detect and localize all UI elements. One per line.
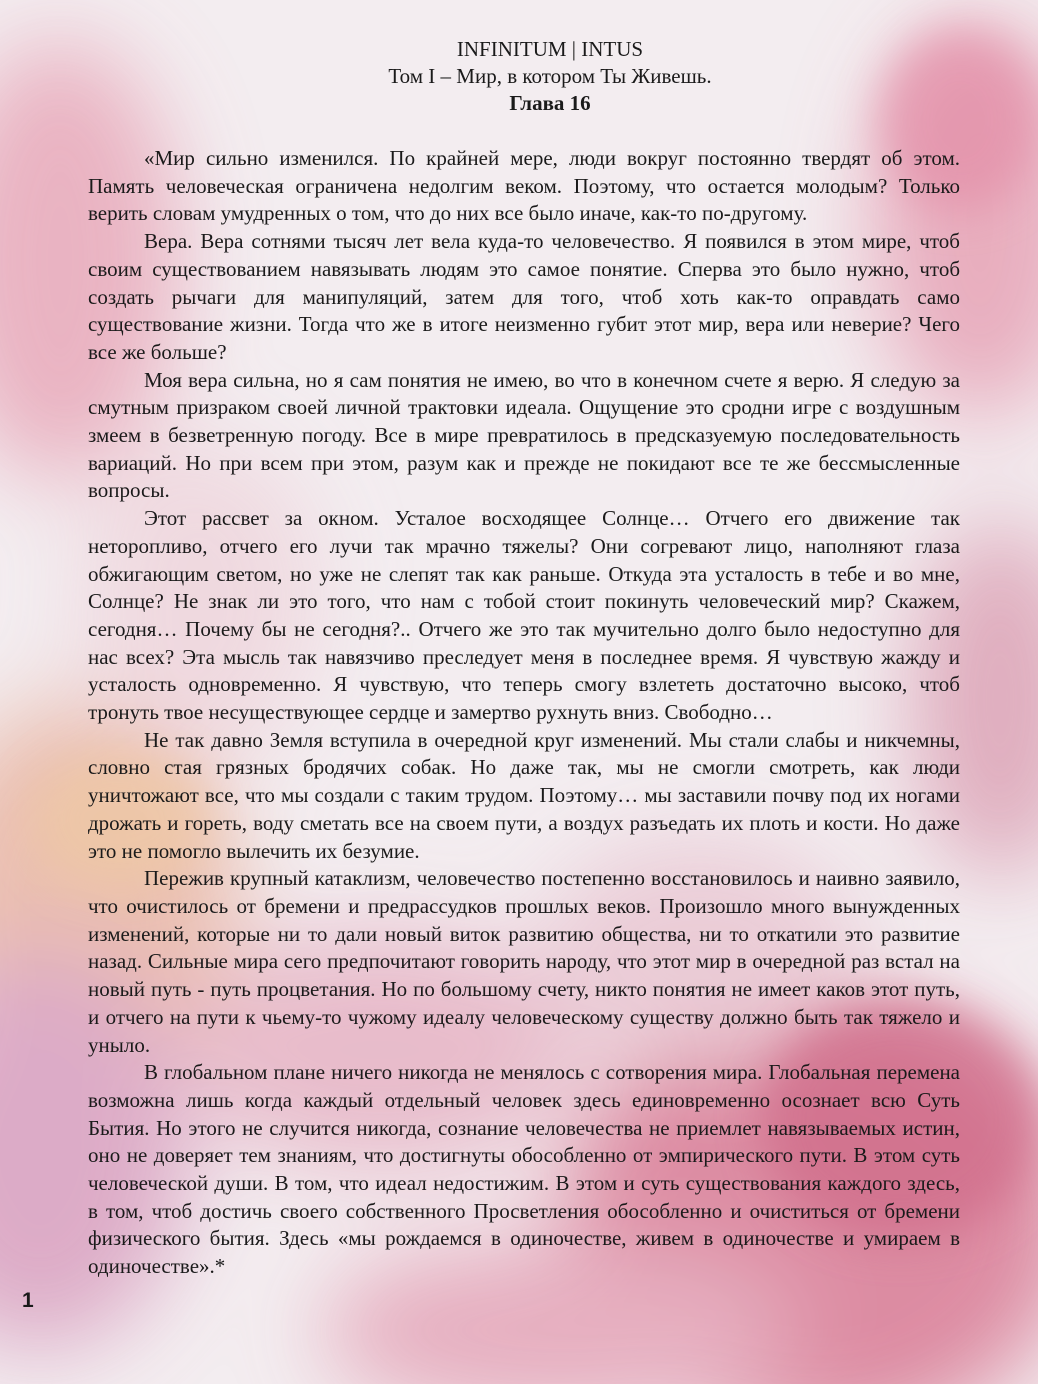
page-number: 1 (22, 1289, 34, 1312)
book-title: INFINITUM | INTUS (456, 37, 644, 61)
paragraph: Вера. Вера сотнями тысяч лет вела куда-то человечество. Я появился в этом мире, чтоб своим существованием навязывать людям это самое понятие. Сперва это было нужно, чтоб создать рычаги для манипуляций, затем для того, чтоб хоть как-то оправдать само существование жизни. Тогда что же в итоге неизменно губит этот мир, вера или неверие? Чего все же больше? (88, 229, 960, 364)
chapter-title: Глава 16 (509, 91, 591, 115)
paragraph: В глобальном плане ничего никогда не менялось с сотворения мира. Глобальная перемена возможна лишь когда каждый отдельный человек здесь единовременно осознает всю Суть Бытия. Но этого не случится никогда, сознание человечества не приемлет навязываемых истин, оно не доверяет тем знаниям, что достигнуты обособленно от эмпирического пути. В этом суть человеческой души. В том, что идеал недостижим. В этом и суть существования каждого здесь, в том, чтоб достичь своего собственного Просветления обособленно и очиститься от бремени физического бытия. Здесь «мы рождаемся в одиночестве, живем в одиночестве и умираем в одиночестве».* (88, 1060, 960, 1279)
paragraph: Пережив крупный катаклизм, человечество постепенно восстановилось и наивно заявило, что очистилось от бремени и предрассудков прошлых веков. Произошло много вынужденных изменений, которые ни то дали новый виток развитию общества, ни то откатили это развитие назад. Сильные мира сего предпочитают говорить народу, что этот мир в очередной раз встал на новый путь - путь процветания. Но по большому счету, никто понятия не имеет каков этот путь, и отчего на пути к чьему-то чужому идеалу человеческому существу должно быть так тяжело и уныло. (88, 866, 960, 1057)
chapter-body (88, 145, 960, 1281)
paragraph: Этот рассвет за окном. Усталое восходящее Солнце… Отчего его движение так неторопливо, отчего его лучи так мрачно тяжелы? Они согревают лицо, наполняют глаза обжигающим светом, но уже не слепят так как раньше. Откуда эта усталость в тебе и во мне, Солнце? Не знак ли это того, что нам с тобой стоит покинуть человеческий мир? Скажем, сегодня… Почему бы не сегодня?.. Отчего же это так мучительно долго было недоступно для нас всех? Эта мысль так навязчиво преследует меня в последнее время. Я чувствую жажду и усталость одновременно. Я чувствую, что теперь смогу взлететь достаточно высоко, чтоб тронуть твое несуществующее сердце и замертво рухнуть вниз. Свободно… (88, 506, 960, 725)
paragraph: «Мир сильно изменился. По крайней мере, люди вокруг постоянно твердят об этом. Память человеческая ограничена недолгим веком. Поэтому, что остается молодым? Только верить словам умудренных о том, что до них все было иначе, как-то по-другому. (88, 146, 960, 226)
volume-title: Том I – Мир, в котором Ты Живешь. (388, 64, 712, 88)
paragraph: Не так давно Земля вступила в очередной круг изменений. Мы стали слабы и никчемны, словно стая грязных бродячих собак. Но даже так, мы не смогли смотреть, как люди уничтожают все, что мы создали с таким трудом. Поэтому… мы заставили почву под их ногами дрожать и гореть, воду сметать все на своем пути, а воздух разъедать их плоть и кости. Но даже это не помогло вылечить их безумие. (88, 727, 960, 863)
paragraph: Моя вера сильна, но я сам понятия не имею, во что в конечном счете я верю. Я следую за смутным призраком своей личной трактовки идеала. Ощущение это сродни игре с воздушным змеем в безветренную погоду. Все в мире превратилось в предсказуемую последовательность вариаций. Но при всем при этом, разум как и прежде не покидают все те же бессмысленные вопросы. (88, 367, 960, 503)
